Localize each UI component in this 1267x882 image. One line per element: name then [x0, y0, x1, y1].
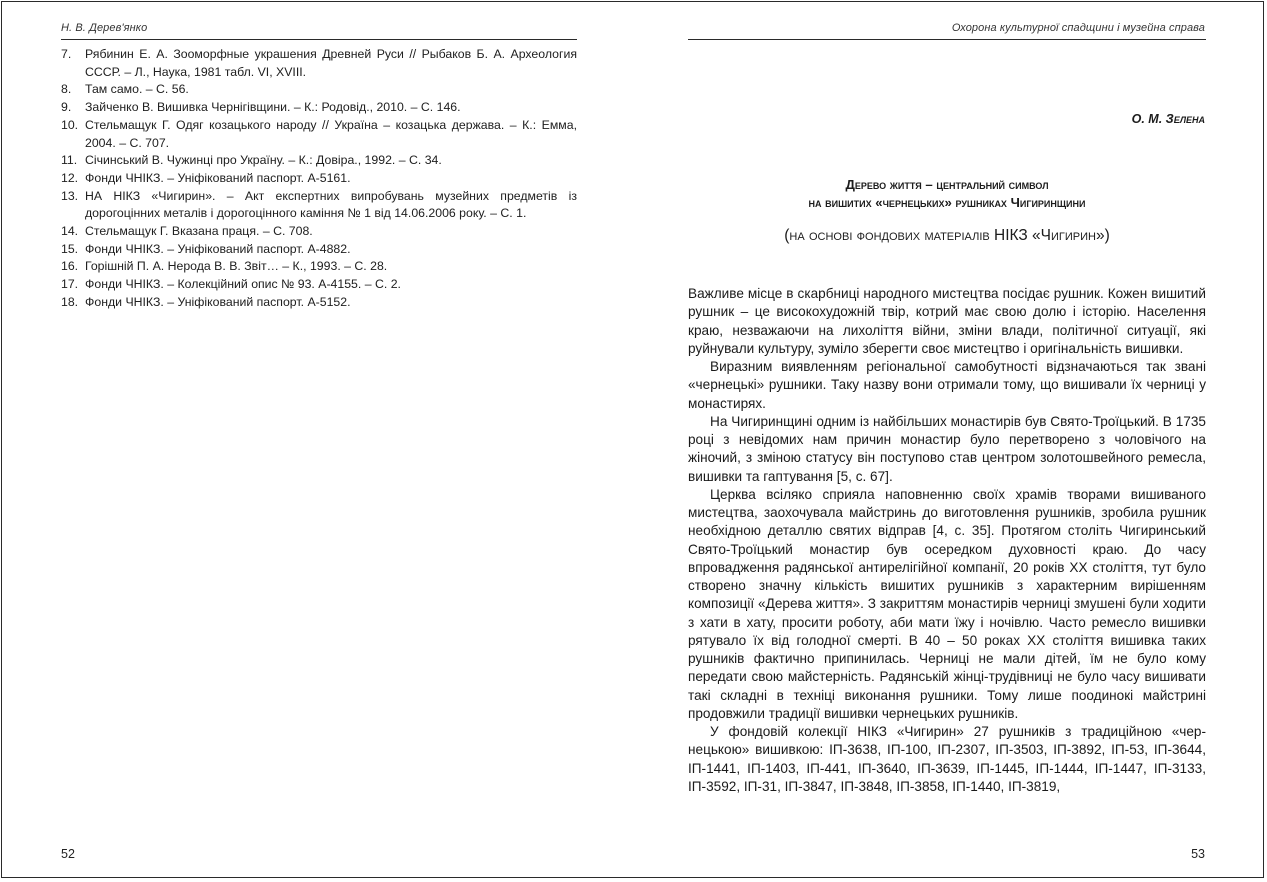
reference-text: Горішній П. А. Нерода В. В. Звіт… – К., 1993. – С. 28. — [85, 259, 388, 274]
article-body — [688, 285, 1206, 796]
body-paragraph: На Чигиринщині одним із найбільших монастирів був Свято-Троїцький. В 1735 році з невідомих нам причин монастир було перетворено з чоловічого на жіночий, з зміною статусу він поступово став центром золотошвейного ремесла, вишивки та гаптування [5, с. 67]. — [688, 413, 1206, 484]
reference-text: Січинський В. Чужинці про Україну. – К.: Довіра., 1992. – С. 34. — [85, 153, 442, 168]
reference-text: Фонди ЧНІКЗ. – Колекційний опис № 93. А-4155. – С. 2. — [85, 277, 401, 292]
reference-number: 18. — [61, 294, 79, 309]
reference-item — [61, 241, 577, 259]
reference-number: 14. — [61, 224, 79, 239]
reference-item — [61, 258, 577, 276]
reference-item — [61, 294, 577, 312]
reference-item — [61, 170, 577, 188]
reference-item — [61, 99, 577, 117]
reference-item — [61, 276, 577, 294]
body-paragraph: Важливе місце в скарбниці народного мистецтва посідає рушник. Кожен вишитий рушник – це високохудожній твір, котрий має свою долю і історію. Населення краю, незважаючи на лихоліття війни, зміни влади, політичної ситуації, які руйнували культуру, зуміло зберегти своє мистецтво і оригінальність вишивки. — [688, 286, 1206, 356]
right-running-head: Охорона культурної спадщини і музейна справа — [951, 22, 1205, 34]
reference-number: 13. — [61, 188, 79, 203]
body-paragraph: Церква всіляко сприяла наповненню своїх храмів творами вишиваного мистецтва, заохочувала майстринь до виготовлення рушників, зробила рушник необхідною деталлю святих відправ [4, с. 35]. Протягом століть Чигиринський Свято-Троїцький монастир був осередком духовності краю. До часу впровадження радянської антирелігійної компанії, 20 років XX століття, тут було створено значну кількість вишитих рушників з характерним вирішенням композиції «Дерева життя». З закриттям монастирів черниці змушені були ходити з хати в хату, просити роботу, аби мати їжу і ночівлю. Часто ремесло вишивки рятувало їх від голодної смерті. В 40 – 50 роках XX століття вишивка таких рушників фактично припинилась. Черниці не мали дітей, їм не було кому передати свою майстерність. Радянській жінці-трудівниці не було часу вишивати такі складні в техніці виконання рушники. Тому лише поодинокі майстрині продовжили традиції вишивки чернецьких рушників. — [688, 486, 1206, 721]
reference-item — [61, 46, 577, 81]
reference-number: 10. — [61, 117, 79, 132]
article-title-line-2: на вишитих «чернецьких» рушниках Чигиринщини — [808, 195, 1086, 210]
reference-text: Там само. – С. 56. — [85, 82, 189, 97]
reference-list — [61, 46, 577, 312]
body-paragraph: Виразним виявленням регіональної самобутності відзначаються так звані «чернецькі» рушники. Таку назву вони отримали тому, що вишивали їх черниці у монастирях. — [688, 359, 1206, 411]
reference-number: 12. — [61, 170, 79, 185]
reference-text: Фонди ЧНІКЗ. – Уніфікований паспорт. А-4882. — [85, 241, 351, 256]
reference-number: 11. — [61, 153, 78, 168]
reference-text: Зайченко В. Вишивка Чернігівщини. – К.: Родовід., 2010. – С. 146. — [85, 100, 461, 115]
left-header-rule — [61, 39, 577, 40]
article-subtitle: (на основі фондових матеріалів НІКЗ «Чигирин») — [784, 227, 1110, 244]
reference-text: Рябинин Е. А. Зооморфные украшения Древней Руси // Рыбаков Б. А. Археология СССР. – Л., Наука, 1981 табл. VI, XVIII. — [85, 47, 577, 79]
right-page-number: 53 — [1191, 847, 1205, 861]
reference-text: НА НІКЗ «Чигирин». – Акт експертних випробувань музейних предметів із дорогоцінних металів і дорогоцінного каміння № 1 від 14.06.2006 року. – С. 1. — [85, 188, 577, 221]
reference-number: 15. — [61, 241, 79, 256]
reference-number: 17. — [61, 277, 79, 292]
right-page — [633, 0, 1267, 882]
reference-text: Фонди ЧНІКЗ. – Уніфікований паспорт. А-5152. — [85, 294, 351, 309]
reference-text: Стельмащук Г. Вказана праця. – С. 708. — [85, 224, 313, 239]
reference-number: 9. — [61, 100, 72, 115]
reference-number: 7. — [61, 47, 72, 61]
reference-item — [61, 223, 577, 241]
article-title — [688, 176, 1206, 212]
reference-item — [61, 81, 577, 99]
left-page — [0, 0, 633, 882]
reference-item — [61, 152, 577, 170]
reference-text: Фонди ЧНІКЗ. – Уніфікований паспорт. А-5161. — [85, 170, 351, 185]
reference-number: 16. — [61, 259, 79, 274]
reference-number: 8. — [61, 82, 72, 97]
left-page-number: 52 — [61, 847, 75, 861]
reference-text: Стельмащук Г. Одяг козацького народу // Україна – козацька держава. – К.: Емма, 2004. – С. 707. — [85, 117, 577, 150]
reference-item — [61, 188, 577, 223]
right-header-rule — [688, 39, 1206, 40]
body-paragraph: У фондовій колекції НІКЗ «Чигирин» 27 рушників з традиційною «чернецькою» вишивкою: ІП-3638, ІП-100, ІП-2307, ІП-3503, ІП-3892, ІП-53, ІП-3644, ІП-1441, ІП-1403, ІП-441, ІП-3640, ІП-3639, ІП-1445, ІП-1444, ІП-1447, ІП-3133, ІП-3592, ІП-31, ІП-3847, ІП-3848, ІП-3858, ІП-1440, ІП-3819, — [688, 724, 1206, 794]
article-title-line-1: Дерево життя – центральний символ — [845, 177, 1049, 192]
left-running-head: Н. В. Дерев'янко — [61, 22, 148, 34]
article-author: О. М. Зелена — [1131, 112, 1205, 126]
reference-item — [61, 117, 577, 152]
